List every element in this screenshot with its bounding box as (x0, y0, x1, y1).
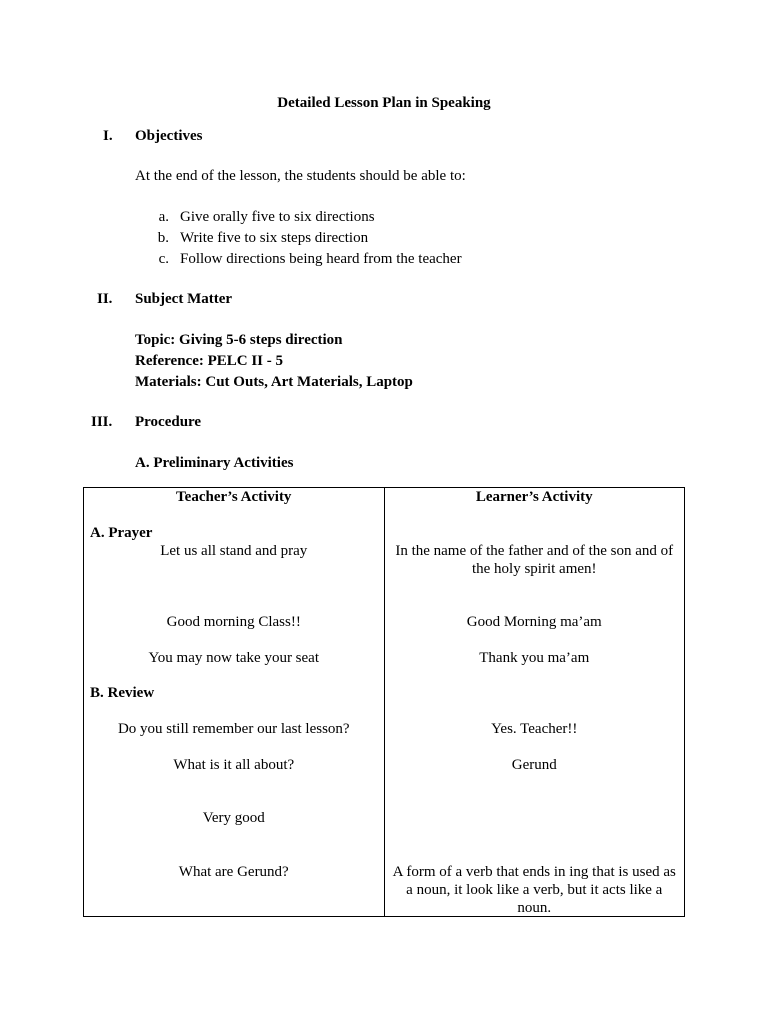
objectives-intro: At the end of the lesson, the students should be able to: (135, 168, 466, 184)
objective-letter-b: b. (157, 230, 169, 246)
teacher-prayer: Let us all stand and pray (160, 543, 308, 559)
subject-topic: Topic: Giving 5-6 steps direction (135, 332, 343, 348)
section-number-subject-matter: II. (97, 291, 113, 307)
learner-activity-header: Learner’s Activity (475, 489, 593, 505)
teacher-remember: Do you still remember our last lesson? (117, 721, 350, 737)
learner-column (384, 488, 685, 917)
learner-about: Gerund (511, 757, 557, 773)
objective-letter-c: c. (158, 251, 169, 267)
learner-prayer: In the name of the father and of the son and of the holy spirit amen! (395, 543, 674, 577)
teacher-column (84, 488, 385, 917)
learner-remember: Yes. Teacher!! (491, 721, 578, 737)
section-heading-objectives: Objectives (135, 128, 203, 144)
section-heading-subject-matter: Subject Matter (135, 291, 233, 307)
review-label: B. Review (90, 685, 155, 701)
document-title: Detailed Lesson Plan in Speaking (277, 95, 491, 111)
prayer-label: A. Prayer (90, 525, 153, 541)
objective-item-b: Write five to six steps direction (180, 230, 369, 246)
learner-seat: Thank you ma’am (479, 650, 590, 666)
teacher-very-good: Very good (202, 810, 265, 826)
activity-table (83, 487, 685, 917)
subject-materials: Materials: Cut Outs, Art Materials, Laptop (135, 374, 413, 390)
section-heading-procedure: Procedure (135, 414, 202, 430)
subject-reference: Reference: PELC II - 5 (135, 353, 284, 369)
procedure-subheading: A. Preliminary Activities (135, 455, 294, 471)
section-number-procedure: III. (91, 414, 113, 430)
objective-item-c: Follow directions being heard from the teacher (180, 251, 462, 267)
teacher-seat: You may now take your seat (148, 650, 320, 666)
teacher-greeting: Good morning Class!! (166, 614, 301, 630)
teacher-gerund-question: What are Gerund? (178, 864, 289, 880)
objective-item-a: Give orally five to six directions (180, 209, 375, 225)
learner-gerund-answer: A form of a verb that ends in ing that is used as a noun, it look like a verb, but it acts like a noun. (392, 864, 676, 916)
learner-greeting: Good Morning ma’am (466, 614, 602, 630)
objective-letter-a: a. (158, 209, 169, 225)
teacher-activity-header: Teacher’s Activity (176, 489, 292, 505)
teacher-about: What is it all about? (173, 757, 295, 773)
section-number-objectives: I. (103, 128, 113, 144)
